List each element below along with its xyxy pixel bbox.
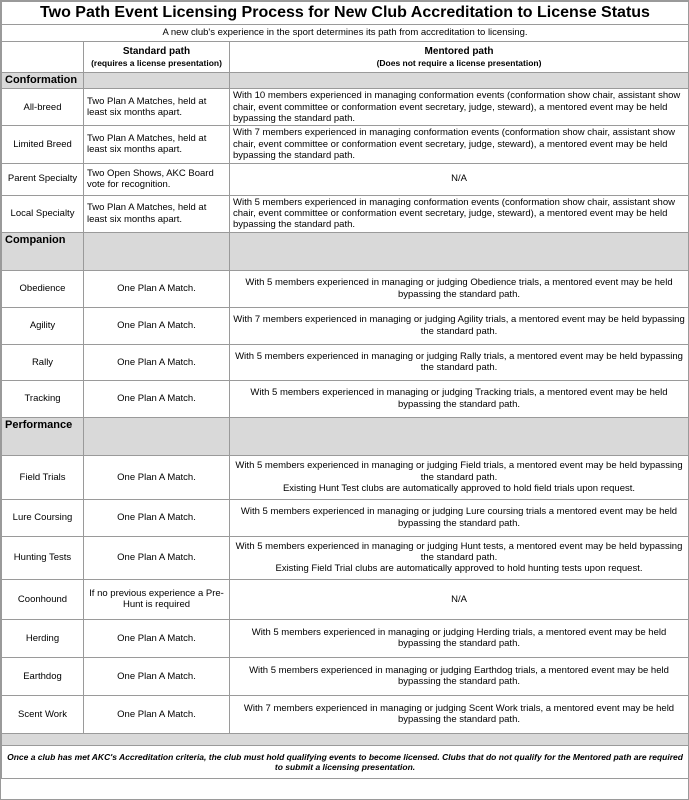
standard-path-note: (requires a license presentation) (91, 57, 222, 68)
mentored-path-cell: With 5 members experienced in managing or judging Lure coursing trials a mentored event may be held bypassing the standard path. (230, 499, 689, 536)
section-header-performance (2, 417, 689, 455)
standard-path-cell: Two Plan A Matches, held at least six months apart. (84, 89, 230, 126)
standard-path-cell: One Plan A Match. (84, 657, 230, 695)
section-name: Performance (2, 417, 84, 455)
mentored-path-cell: With 7 members experienced in managing conformation events (conformation show chair, assistant show chair, event committee or conformation event secretary, judge, steward), a mentored event may be held bypassing the standard path. (230, 126, 689, 163)
standard-path-cell: One Plan A Match. (84, 619, 230, 657)
standard-path-cell: One Plan A Match. (84, 380, 230, 417)
table-row (2, 344, 689, 380)
standard-path-cell: One Plan A Match. (84, 455, 230, 499)
standard-path-cell: One Plan A Match. (84, 499, 230, 536)
mentored-path-note: (Does not require a license presentation) (376, 57, 542, 68)
table-row (2, 619, 689, 657)
mentored-path-cell: N/A (230, 163, 689, 195)
row-label: Hunting Tests (2, 536, 84, 579)
table-row (2, 695, 689, 733)
section-blank-cell (84, 232, 230, 270)
mentored-path-cell (230, 536, 689, 579)
standard-path-cell: One Plan A Match. (84, 307, 230, 344)
mentored-path-text: With 5 members experienced in managing or judging Field trials, a mentored event may be held bypassing the standard path. (235, 460, 683, 483)
mentored-path-extra: Existing Hunt Test clubs are automatically approved to hold field trials upon request. (282, 482, 636, 494)
mentored-path-cell: With 5 members experienced in managing or judging Rally trials, a mentored event may be held bypassing the standard path. (230, 344, 689, 380)
title-row (2, 2, 689, 25)
mentored-path-cell: N/A (230, 579, 689, 619)
table-row (2, 499, 689, 536)
subtitle-row (2, 25, 689, 42)
standard-path-cell: One Plan A Match. (84, 270, 230, 307)
table-row (2, 270, 689, 307)
standard-path-cell: One Plan A Match. (84, 695, 230, 733)
row-label: Lure Coursing (2, 499, 84, 536)
standard-path-label: Standard path (122, 45, 191, 57)
mentored-path-cell: With 5 members experienced in managing or judging Earthdog trials, a mentored event may be held bypassing the standard path. (230, 657, 689, 695)
section-blank-cell (84, 417, 230, 455)
table-row (2, 579, 689, 619)
standard-path-cell: One Plan A Match. (84, 344, 230, 380)
row-label: Earthdog (2, 657, 84, 695)
footer-row (2, 745, 689, 778)
page-subtitle: A new club's experience in the sport determines its path from accreditation to licensing. (2, 25, 689, 42)
row-label: Parent Specialty (2, 163, 84, 195)
row-label: Local Specialty (2, 195, 84, 232)
column-header-row (2, 42, 689, 73)
footer-note: Once a club has met AKC's Accreditation criteria, the club must hold qualifying events to become licensed. Clubs that do not qualify for the Mentored path are required to submit a licensing presentation. (2, 745, 689, 778)
licensing-table (1, 1, 689, 779)
spacer-cell (2, 733, 689, 745)
table-row (2, 195, 689, 232)
row-label: Agility (2, 307, 84, 344)
row-label: Scent Work (2, 695, 84, 733)
section-name: Companion (2, 232, 84, 270)
row-label: Coonhound (2, 579, 84, 619)
table-row (2, 657, 689, 695)
row-label: Field Trials (2, 455, 84, 499)
mentored-path-cell: With 5 members experienced in managing or judging Herding trials, a mentored event may be held bypassing the standard path. (230, 619, 689, 657)
row-label: Herding (2, 619, 84, 657)
row-label: Limited Breed (2, 126, 84, 163)
mentored-path-cell: With 7 members experienced in managing or judging Agility trials, a mentored event may be held bypassing the standard path. (230, 307, 689, 344)
standard-path-header (84, 42, 230, 73)
mentored-path-label: Mentored path (424, 45, 494, 57)
table-row (2, 163, 689, 195)
table-row (2, 89, 689, 126)
section-header-conformation (2, 73, 689, 89)
table-row (2, 455, 689, 499)
mentored-path-header (230, 42, 689, 73)
section-blank-cell (230, 232, 689, 270)
row-label: Tracking (2, 380, 84, 417)
standard-path-cell: Two Plan A Matches, held at least six months apart. (84, 195, 230, 232)
mentored-path-text: With 5 members experienced in managing or judging Hunt tests, a mentored event may be held bypassing the standard path. (235, 540, 683, 563)
page-title: Two Path Event Licensing Process for New Club Accreditation to License Status (2, 2, 689, 25)
standard-path-cell: Two Plan A Matches, held at least six months apart. (84, 126, 230, 163)
header-empty-cell (2, 42, 84, 73)
standard-path-cell: One Plan A Match. (84, 536, 230, 579)
section-header-companion (2, 232, 689, 270)
section-blank-cell (230, 417, 689, 455)
spacer-row (2, 733, 689, 745)
section-blank-cell (230, 73, 689, 89)
section-name: Conformation (2, 73, 84, 89)
mentored-path-cell: With 5 members experienced in managing conformation events (conformation show chair, assistant show chair, event committee or conformation event secretary, judge, steward), a mentored event may be held bypassing the standard path. (230, 195, 689, 232)
table-row (2, 380, 689, 417)
table-row (2, 536, 689, 579)
mentored-path-cell: With 7 members experienced in managing or judging Scent Work trials, a mentored event may be held bypassing the standard path. (230, 695, 689, 733)
mentored-path-cell: With 5 members experienced in managing or judging Obedience trials, a mentored event may be held bypassing the standard path. (230, 270, 689, 307)
row-label: Obedience (2, 270, 84, 307)
table-row (2, 307, 689, 344)
row-label: Rally (2, 344, 84, 380)
table-row (2, 126, 689, 163)
row-label: All-breed (2, 89, 84, 126)
mentored-path-extra: Existing Field Trial clubs are automatically approved to hold hunting tests upon request. (275, 563, 643, 575)
standard-path-cell: If no previous experience a Pre-Hunt is required (84, 579, 230, 619)
mentored-path-cell: With 5 members experienced in managing or judging Tracking trials, a mentored event may be held bypassing the standard path. (230, 380, 689, 417)
mentored-path-cell: With 10 members experienced in managing conformation events (conformation show chair, assistant show chair, event committee or conformation event secretary, judge, steward), a mentored event may be held bypassing the standard path. (230, 89, 689, 126)
section-blank-cell (84, 73, 230, 89)
standard-path-cell: Two Open Shows, AKC Board vote for recognition. (84, 163, 230, 195)
mentored-path-cell (230, 455, 689, 499)
